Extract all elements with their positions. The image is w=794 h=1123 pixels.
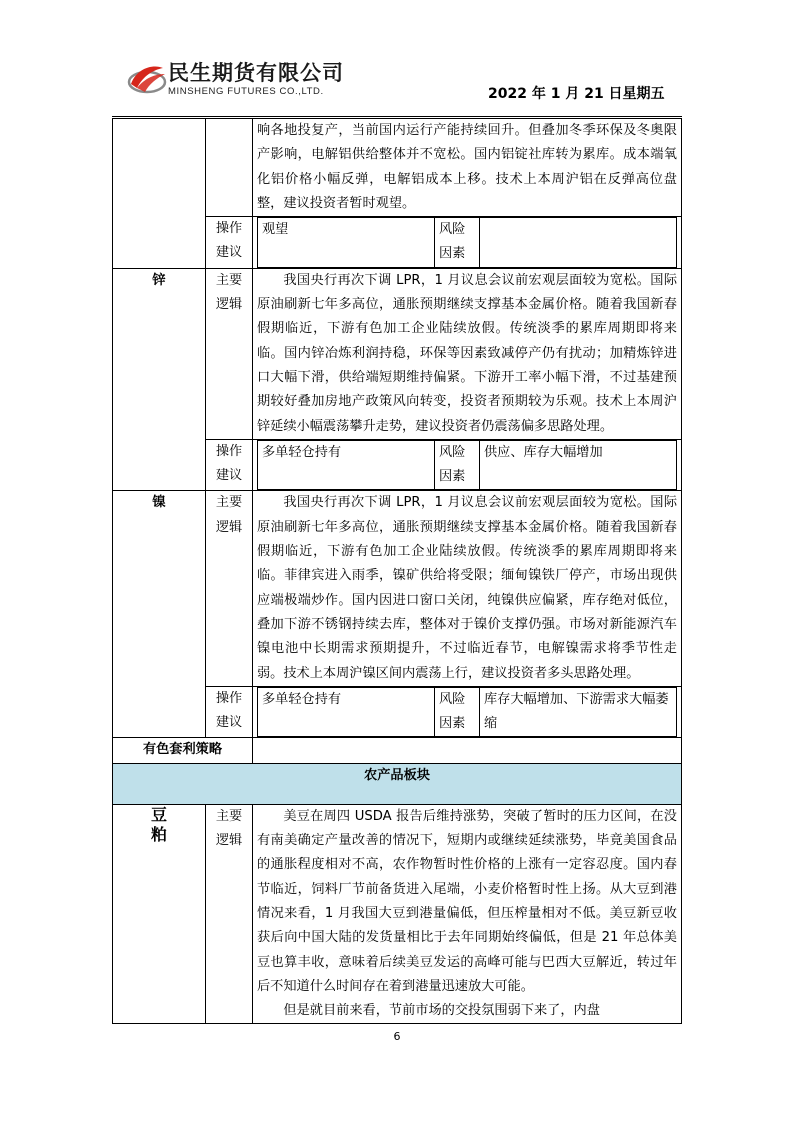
nickel-name-cell: 镍: [113, 491, 206, 738]
report-date: 2022 年 1 月 21 日星期五: [488, 86, 665, 102]
nickel-logic-text: 我国央行再次下调 LPR，1 月议息会议前宏观层面较为宽松。国际原油刷新七年多高位，通胀预期继续支撑基本金属价格。随着我国新春假期临近，下游有色加工企业陆续放假。传统淡季的累库周期即将来临。菲律宾进入雨季，镍矿供给将受限；缅甸镍铁厂停产，市场出现供应端极端炒作。国内因进口窗口关闭，纯镍供应偏紧，库存绝对低位，叠加下游不锈钢持续去库，整体对于镍价支撑仍强。市场对新能源汽车镍电池中长期需求预期提升，不过临近春节，电解镍需求将季节性走弱。技术上本周沪镍区间内震荡上行，建议投资者多头思路处理。: [253, 491, 682, 686]
aluminum-logic-text: 响各地投复产，当前国内运行产能持续回升。但叠加冬季环保及冬奥限产影响，电解铝供给整体并不宽松。国内铝锭社库转为累库。成本端氧化铝价格小幅反弹，电解铝成本上移。技术上本周沪铝在反弹高位盘整，建议投资者暂时观望。: [253, 119, 682, 217]
agri-section-row: [113, 763, 682, 804]
zinc-logic-text: 我国央行再次下调 LPR，1 月议息会议前宏观层面较为宽松。国际原油刷新七年多高位，通胀预期继续支撑基本金属价格。随着我国新春假期临近，下游有色加工企业陆续放假。传统淡季的累库周期即将来临。国内锌冶炼利润持稳，环保等因素致减停产仍有扰动；加精炼锌进口大幅下滑，供给端短期维持偏紧。下游开工率小幅下滑，不过基建预期较好叠加房地产政策风向转变，投资者预期较为乐观。技术上本周沪锌延续小幅震荡攀升走势，建议投资者仍震荡偏多思路处理。: [253, 268, 682, 439]
nickel-operation-value: 多单轻仓持有: [258, 687, 435, 737]
logic-label: 主要 逻辑: [206, 804, 253, 1024]
operation-label: 操作 建议: [206, 439, 253, 491]
risk-label: 风险 因素: [435, 440, 480, 490]
zinc-operation-value: 多单轻仓持有: [258, 440, 435, 490]
soymeal-name-char-2: 粕: [150, 824, 167, 844]
soymeal-name-char-1: 豆: [150, 804, 167, 824]
operation-label: 操作 建议: [206, 686, 253, 738]
soymeal-name-cell: [113, 804, 206, 1024]
arbitrage-label: 有色套利策略: [113, 738, 253, 763]
aluminum-logic-row: [113, 119, 682, 217]
aluminum-logic-label-cell: [206, 119, 253, 217]
zinc-logic-row: [113, 268, 682, 439]
agri-section-title: 农产品板块: [113, 763, 682, 804]
risk-label: 风险 因素: [435, 218, 480, 268]
arbitrage-content: [253, 738, 682, 763]
nickel-logic-row: [113, 491, 682, 686]
aluminum-name-cell: [113, 119, 206, 269]
logic-label: 主要 逻辑: [206, 268, 253, 439]
operation-label: 操作 建议: [206, 217, 253, 269]
strategy-table: [112, 118, 682, 1024]
header-divider: [112, 116, 682, 117]
aluminum-risk-value: [480, 218, 677, 268]
page-number: 6: [393, 1030, 401, 1043]
aluminum-operation-value: 观望: [258, 218, 435, 268]
risk-label: 风险 因素: [435, 687, 480, 737]
soymeal-logic-row: [113, 804, 682, 1024]
soymeal-logic-text: 美豆在周四 USDA 报告后维持涨势，突破了暂时的压力区间，在没有南美确定产量改善的情况下，短期内或继续延续涨势，毕竟美国食品的通胀程度相对不高，农作物暂时性价格的上涨有一定容忍度。国内春节临近，饲料厂节前备货进入尾端，小麦价格暂时性上扬。从大豆到港情况来看，1 月我国大豆到港量偏低，但压榨量相对不低。美豆新豆收获后向中国大陆的发货量相比于去年同期始终偏低，但是 21 年总体美豆也算丰收，意味着后续美豆发运的高峰可能与巴西大豆解近，转过年后不知道什么时间存在着到港量迅速放大可能。 但是就目前来看，节前市场的交投氛围弱下来了，内盘: [253, 804, 682, 1024]
page-header: [0, 0, 794, 120]
zinc-name-cell: 锌: [113, 268, 206, 491]
logic-label: 主要 逻辑: [206, 491, 253, 686]
zinc-risk-value: 供应、库存大幅增加: [480, 440, 677, 490]
minsheng-logo-icon: [127, 58, 167, 98]
arbitrage-row: [113, 738, 682, 763]
company-name-en: MINSHENG FUTURES CO.,LTD.: [168, 86, 324, 97]
company-name-cn: 民生期货有限公司: [168, 61, 344, 85]
nickel-risk-value: 库存大幅增加、下游需求大幅萎缩: [480, 687, 677, 737]
